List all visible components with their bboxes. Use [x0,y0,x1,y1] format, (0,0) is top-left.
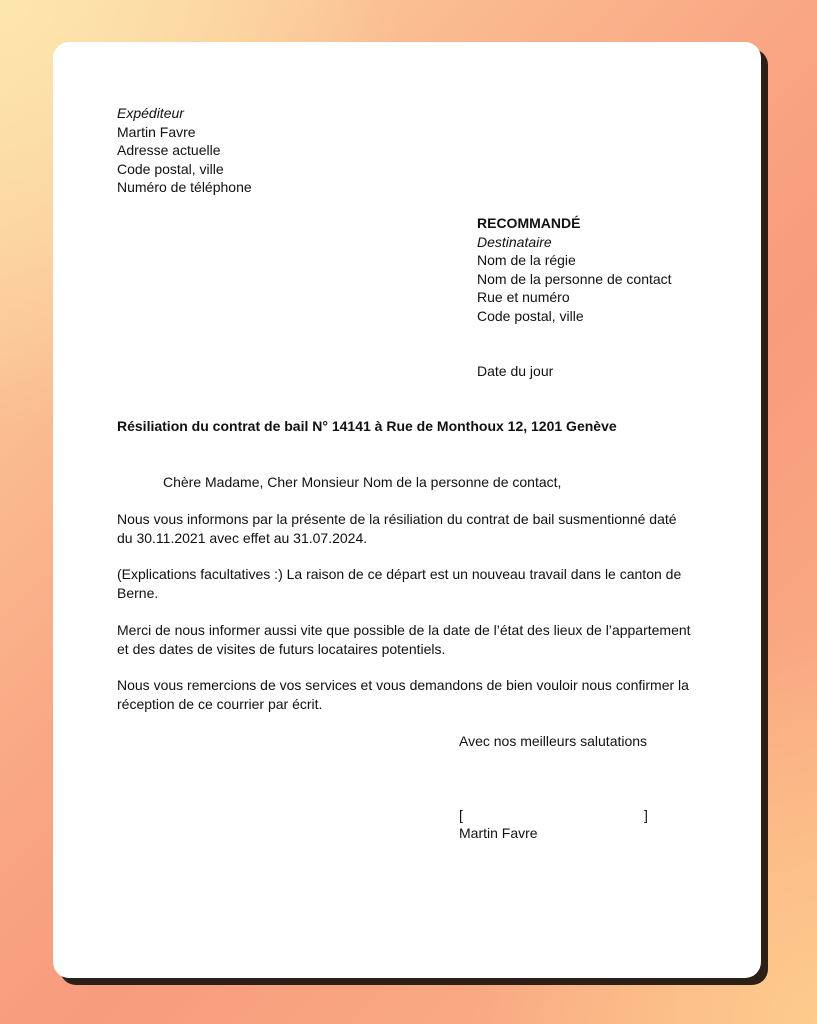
paragraph-line: Merci de nous informer aussi vite que possible de la date de l’état des lieux de l’appartement [117,622,691,638]
paragraph-line: et des dates de visites de futurs locataires potentiels. [117,640,446,657]
paragraph-termination [117,510,717,547]
letter-date: Date du jour [477,363,554,379]
recipient-contact: Nom de la personne de contact [477,270,672,287]
recipient-label: Destinataire [477,233,552,250]
paragraph-line: réception de ce courrier par écrit. [117,695,323,712]
paragraph-confirmation [117,676,717,713]
sender-address: Adresse actuelle [117,142,221,158]
closing-formula: Avec nos meilleurs salutations [459,733,648,749]
paragraph-inspection [117,621,717,658]
recipient-street: Rue et numéro [477,289,570,305]
signature-name: Martin Favre [459,825,538,841]
recipient-agency: Nom de la régie [477,252,576,268]
signature-bracket-open: [ [459,807,463,823]
paragraph-line: Nous vous remercions de vos services et vous demandons de bien vouloir nous confirmer la [117,677,689,693]
letter-page [53,42,761,978]
paragraph-reason [117,565,717,602]
salutation: Chère Madame, Cher Monsieur Nom de la personne de contact, [163,474,562,490]
sender-label: Expéditeur [117,105,184,121]
registered-mail-label: RECOMMANDÉ [477,215,581,231]
sender-block [117,104,252,197]
sender-postal-city: Code postal, ville [117,160,224,177]
paragraph-line: du 30.11.2021 avec effet au 31.07.2024. [117,529,368,546]
sender-phone: Numéro de téléphone [117,179,252,195]
paragraph-line: Nous vous informons par la présente de la résiliation du contrat de bail susmentionné daté [117,511,677,527]
sender-name: Martin Favre [117,123,196,140]
signature-bracket-close: ] [644,807,648,823]
letter-subject: Résiliation du contrat de bail N° 14141 à Rue de Monthoux 12, 1201 Genève [117,418,617,434]
paragraph-line: Berne. [117,584,159,601]
recipient-block [477,214,672,325]
paragraph-line: (Explications facultatives :) La raison de ce départ est un nouveau travail dans le canton de [117,566,682,582]
recipient-postal-city: Code postal, ville [477,307,584,324]
